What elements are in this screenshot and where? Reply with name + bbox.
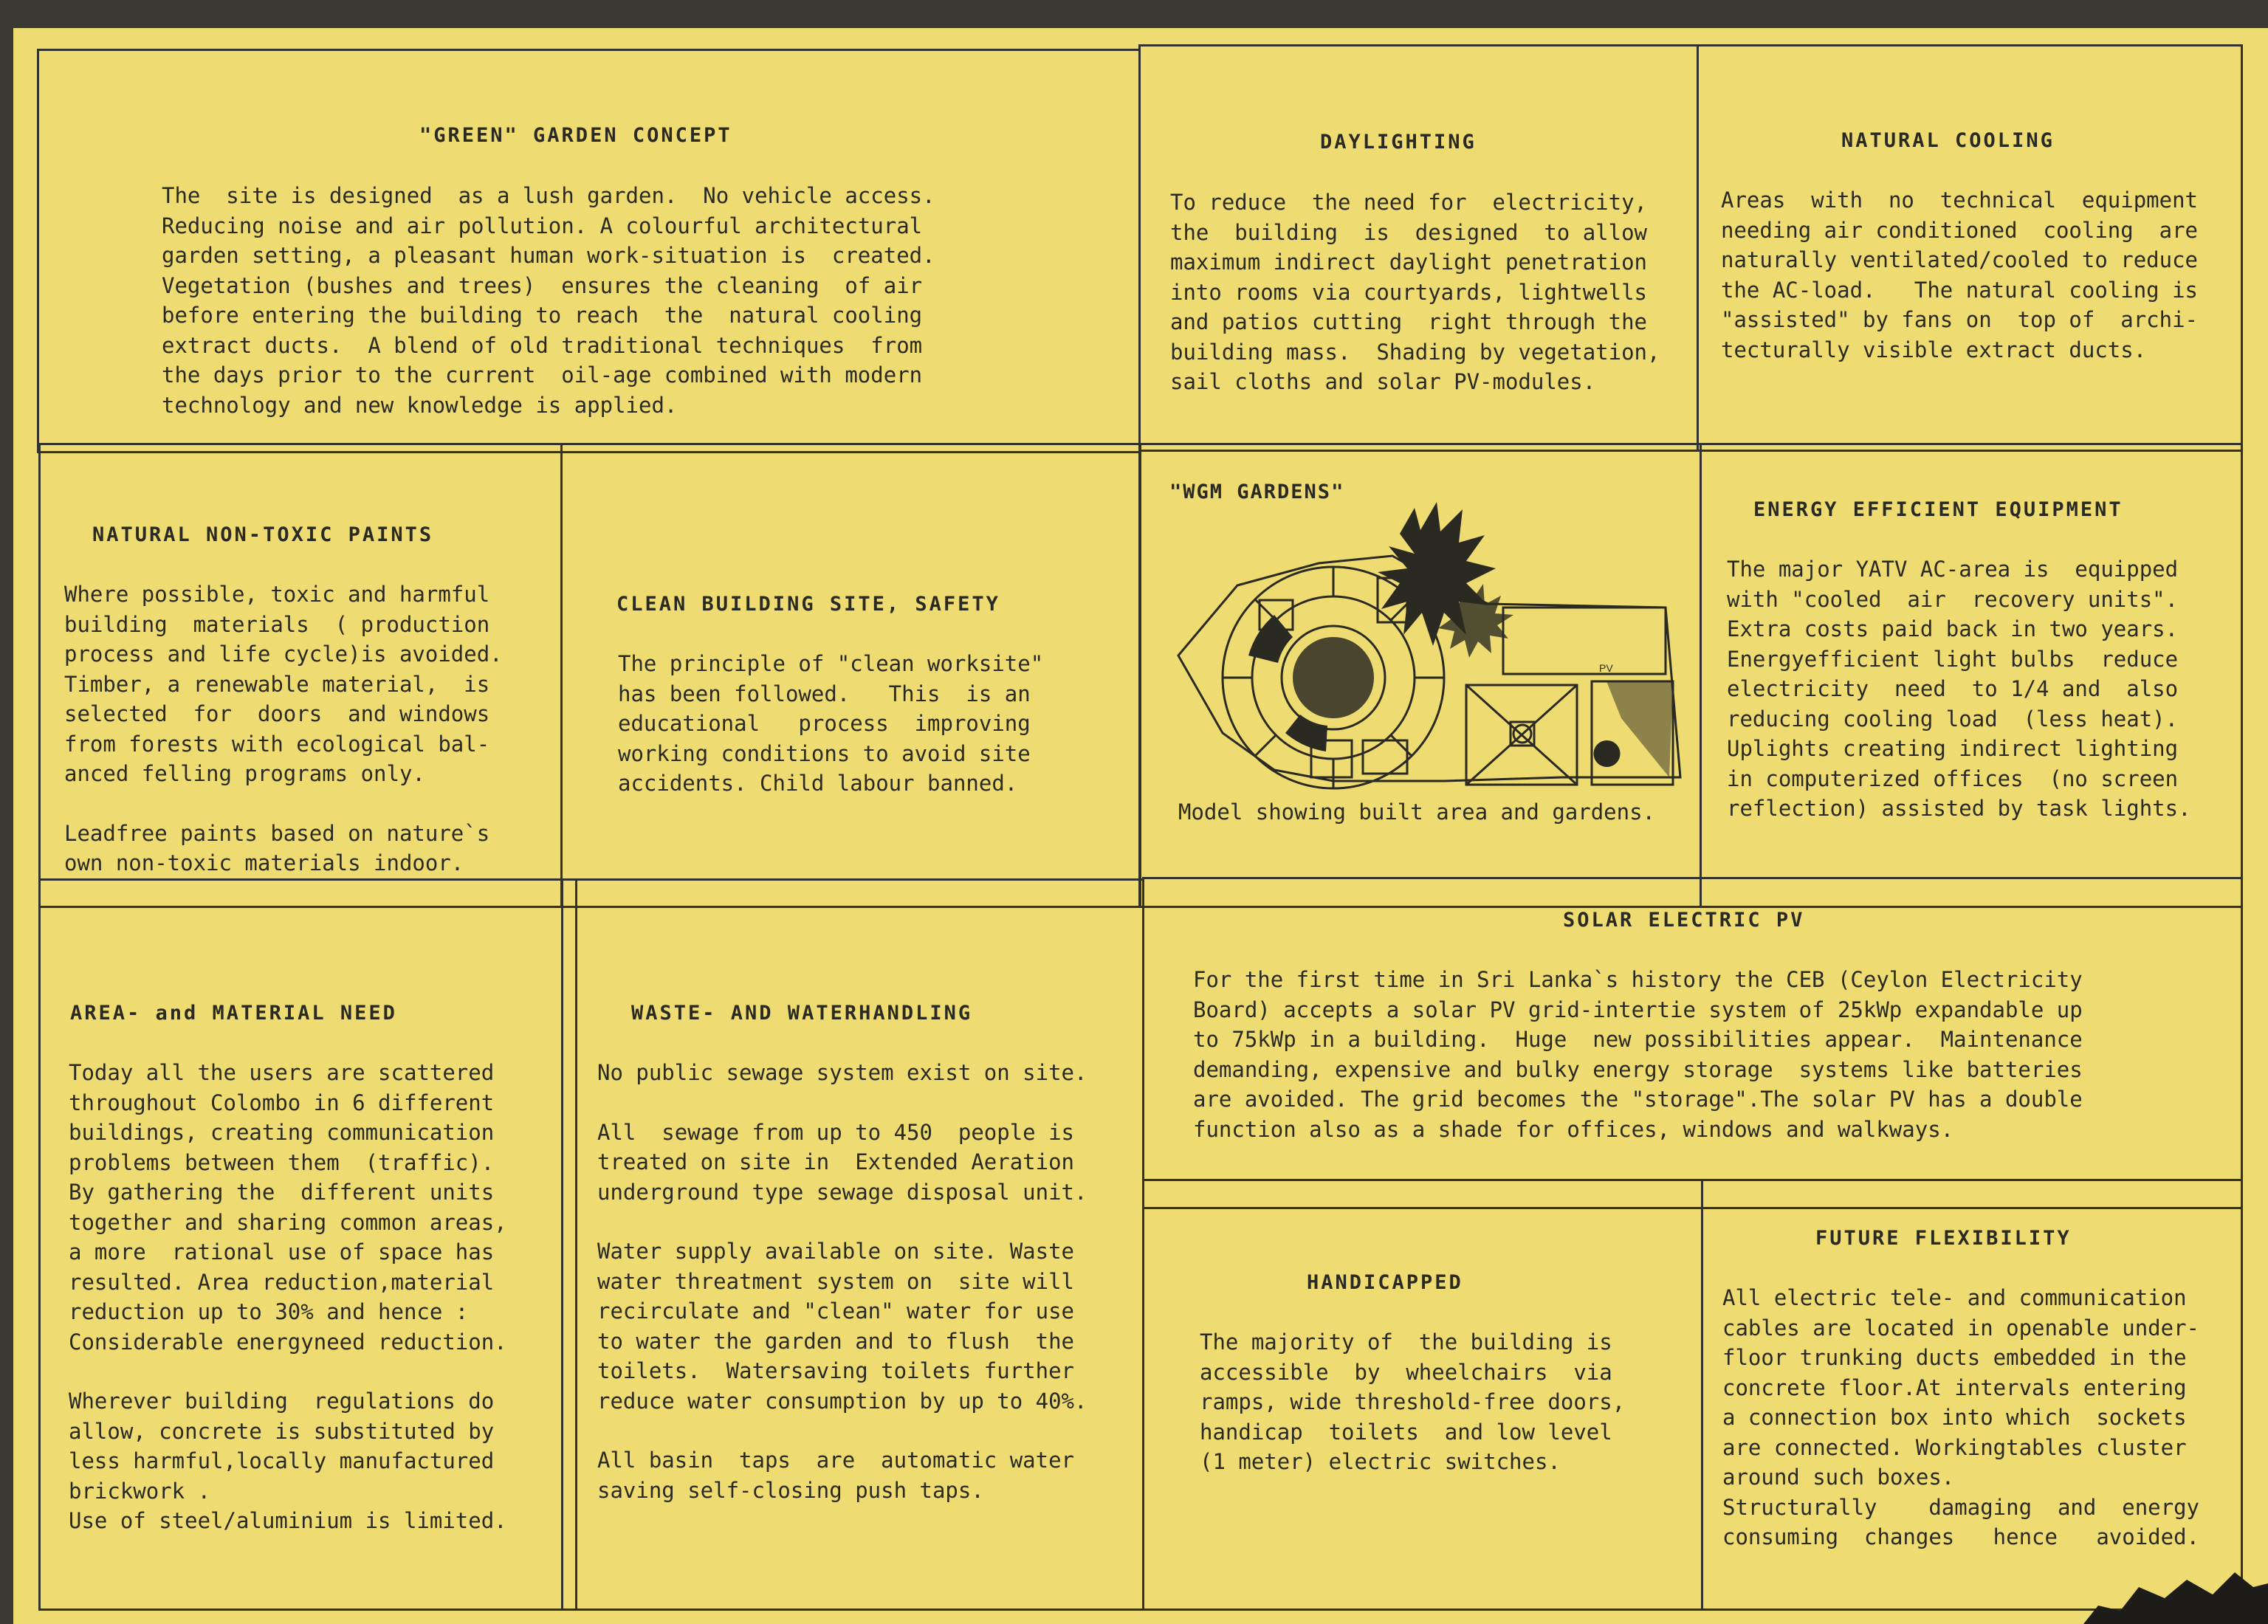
text-line: are avoided. The grid becomes the "storage".The solar PV has a double: [1193, 1087, 2083, 1112]
text-line: sail cloths and solar PV-modules.: [1170, 369, 1596, 394]
text-line: resulted. Area reduction,material: [69, 1269, 495, 1295]
text-line: Reducing noise and air pollution. A colourful architectural: [162, 213, 923, 238]
text-line: cables are located in openable under-: [1722, 1315, 2200, 1341]
text-line: demanding, expensive and bulky energy storage systems like batteries: [1193, 1056, 2083, 1082]
text-line: before entering the building to reach the natural cooling: [162, 303, 923, 328]
text-line: function also as a shade for offices, windows and walkways.: [1193, 1116, 1954, 1142]
text-line: into rooms via courtyards, lightwells: [1170, 279, 1648, 305]
text-line: By gathering the different units: [69, 1180, 495, 1205]
text-line: Where possible, toxic and harmful: [64, 582, 490, 607]
text-line: Water supply available on site. Waste: [597, 1239, 1075, 1264]
panel-text: [64, 579, 503, 878]
text-line: handicap toilets and low level: [1200, 1419, 1612, 1445]
text-line: building mass. Shading by vegetation,: [1170, 339, 1660, 365]
text-line: around such boxes.: [1722, 1465, 1955, 1490]
panel-title: SOLAR ELECTRIC PV: [1563, 909, 1805, 932]
panel-area-material: [38, 878, 577, 1611]
text-line: garden setting, a pleasant human work-situation is created.: [162, 243, 935, 268]
poster-sheet: [13, 28, 2268, 1624]
text-line: the building is designed to allow: [1170, 219, 1648, 245]
text-line: Extra costs paid back in two years.: [1727, 616, 2179, 641]
panel-text: [162, 181, 935, 420]
text-line: To reduce the need for electricity,: [1170, 190, 1648, 215]
panel-non-toxic-paints: [38, 443, 563, 908]
text-line: process and life cycle)is avoided.: [64, 641, 503, 667]
panel-daylighting: [1138, 44, 1699, 452]
panel-text: [1200, 1327, 1625, 1477]
panel-clean-site: [560, 443, 1141, 908]
building-model-sketch: [1149, 497, 1695, 807]
text-line: together and sharing common areas,: [69, 1209, 507, 1235]
panel-title: "GREEN" GARDEN CONCEPT: [419, 124, 732, 147]
text-line: reduce water consumption by up to 40%.: [597, 1388, 1087, 1414]
panel-title: NATURAL NON-TOXIC PAINTS: [92, 523, 434, 546]
text-line: problems between them (traffic).: [69, 1149, 495, 1175]
text-line: All sewage from up to 450 people is: [597, 1119, 1075, 1145]
text-line: working conditions to avoid site: [618, 740, 1031, 766]
text-line: Structurally damaging and energy: [1722, 1494, 2200, 1520]
text-line: electricity need to 1/4 and also: [1727, 676, 2179, 701]
panel-title: FUTURE FLEXIBILITY: [1815, 1227, 2072, 1250]
text-line: consuming changes hence avoided.: [1722, 1524, 2200, 1549]
pv-label: PV: [1599, 662, 1613, 674]
panel-text: [1727, 554, 2191, 824]
text-line: floor trunking ducts embedded in the: [1722, 1345, 2187, 1370]
panel-natural-cooling: [1697, 44, 2243, 452]
text-line: Uplights creating indirect lighting: [1727, 736, 2179, 761]
text-line: Vegetation (bushes and trees) ensures the cleaning of air: [162, 272, 923, 298]
text-line: treated on site in Extended Aeration: [597, 1149, 1075, 1174]
text-line: Wherever building regulations do: [69, 1389, 495, 1414]
text-line: Use of steel/aluminium is limited.: [69, 1508, 507, 1533]
panel-text: [1170, 187, 1660, 397]
panel-handicapped: [1142, 1179, 1703, 1611]
text-line: recirculate and "clean" water for use: [597, 1298, 1075, 1324]
panel-waste-water: [561, 878, 1144, 1611]
text-line: naturally ventilated/cooled to reduce: [1721, 247, 2199, 272]
text-line: the AC-load. The natural cooling is: [1721, 277, 2199, 303]
text-line: Considerable energyneed reduction.: [69, 1329, 507, 1355]
text-line: tecturally visible extract ducts.: [1721, 337, 2147, 362]
text-line: Timber, a renewable material, is: [64, 671, 490, 697]
panel-text: [1722, 1283, 2199, 1552]
text-line: throughout Colombo in 6 different: [69, 1090, 495, 1115]
panel-title: "WGM GARDENS": [1169, 481, 1345, 503]
text-line: the days prior to the current oil-age combined with modern: [162, 362, 923, 388]
text-line: All basin taps are automatic water: [597, 1448, 1075, 1473]
panel-text: [1721, 185, 2198, 365]
panel-green-garden: [37, 49, 1141, 453]
text-line: reducing cooling load (less heat).: [1727, 706, 2179, 732]
text-line: toilets. Watersaving toilets further: [597, 1358, 1075, 1383]
text-line: Today all the users are scattered: [69, 1060, 495, 1085]
panel-text: [1193, 965, 2083, 1144]
text-line: concrete floor.At intervals entering: [1722, 1374, 2187, 1400]
text-line: The site is designed as a lush garden. No vehicle access.: [162, 183, 935, 208]
panel-title: ENERGY EFFICIENT EQUIPMENT: [1753, 498, 2123, 521]
text-line: from forests with ecological bal-: [64, 731, 490, 757]
text-line: reflection) assisted by task lights.: [1727, 796, 2191, 821]
text-line: extract ducts. A blend of old traditional techniques from: [162, 332, 923, 358]
text-line: "assisted" by fans on top of archi-: [1721, 307, 2199, 332]
panel-text: [618, 649, 1043, 799]
text-line: Energyefficient light bulbs reduce: [1727, 646, 2179, 672]
text-line: No public sewage system exist on site.: [597, 1060, 1087, 1085]
text-line: saving self-closing push taps.: [597, 1477, 984, 1503]
text-line: has been followed. This is an: [618, 681, 1031, 706]
text-line: less harmful,locally manufactured: [69, 1448, 495, 1473]
text-line: maximum indirect daylight penetration: [1170, 250, 1648, 275]
text-line: brickwork .: [69, 1478, 211, 1504]
text-line: selected for doors and windows: [64, 701, 490, 726]
panel-title: AREA- and MATERIAL NEED: [70, 1002, 397, 1025]
text-line: Areas with no technical equipment: [1721, 187, 2199, 213]
text-line: underground type sewage disposal unit.: [597, 1179, 1087, 1205]
text-line: allow, concrete is substituted by: [69, 1418, 495, 1444]
text-line: Board) accepts a solar PV grid-intertie system of 25kWp expandable up: [1193, 997, 2083, 1022]
text-line: water threatment system on site will: [597, 1268, 1075, 1294]
text-line: to water the garden and to flush the: [597, 1328, 1075, 1354]
text-line: a more rational use of space has: [69, 1239, 495, 1265]
text-line: building materials ( production: [64, 611, 490, 637]
text-line: accidents. Child labour banned.: [618, 771, 1018, 796]
text-line: accessible by wheelchairs via: [1200, 1359, 1612, 1385]
text-line: ramps, wide threshold-free doors,: [1200, 1389, 1626, 1414]
text-line: (1 meter) electric switches.: [1200, 1449, 1561, 1474]
panel-title: DAYLIGHTING: [1320, 131, 1477, 154]
text-line: anced felling programs only.: [64, 761, 425, 786]
panel-title: WASTE- AND WATERHANDLING: [631, 1002, 973, 1025]
text-line: reduction up to 30% and hence :: [69, 1299, 469, 1324]
text-line: are connected. Workingtables cluster: [1722, 1434, 2187, 1460]
panel-title: NATURAL COOLING: [1841, 129, 2055, 152]
panel-title: HANDICAPPED: [1307, 1271, 1463, 1294]
text-line: For the first time in Sri Lanka`s history the CEB (Ceylon Electricity: [1193, 967, 2083, 992]
panel-future-flexibility: [1701, 1179, 2243, 1611]
text-line: Leadfree paints based on nature`s: [64, 820, 490, 846]
text-line: educational process improving: [618, 711, 1031, 736]
text-line: a connection box into which sockets: [1722, 1405, 2187, 1430]
text-line: buildings, creating communication: [69, 1120, 495, 1145]
panel-text: [69, 1058, 507, 1536]
panel-energy-equipment: [1700, 443, 2243, 908]
panel-solar-pv: [1142, 877, 2243, 1209]
text-line: technology and new knowledge is applied.: [162, 392, 678, 418]
text-line: and patios cutting right through the: [1170, 309, 1648, 334]
text-line: The major YATV AC-area is equipped: [1727, 557, 2179, 582]
text-line: with "cooled air recovery units".: [1727, 586, 2179, 612]
text-line: needing air conditioned cooling are: [1721, 217, 2199, 243]
text-line: in computerized offices (no screen: [1727, 765, 2179, 791]
text-line: All electric tele- and communication: [1722, 1285, 2187, 1310]
torn-corner-shape: [2083, 1565, 2268, 1624]
text-line: own non-toxic materials indoor.: [64, 850, 464, 875]
panel-text: [597, 1058, 1087, 1505]
text-line: The principle of "clean worksite": [618, 651, 1044, 676]
text-line: to 75kWp in a building. Huge new possibilities appear. Maintenance: [1193, 1027, 2083, 1052]
panel-wgm-gardens: [1139, 443, 1702, 908]
text-line: The majority of the building is: [1200, 1329, 1612, 1355]
figure-caption: Model showing built area and gardens.: [1178, 799, 1656, 825]
panel-title: CLEAN BUILDING SITE, SAFETY: [616, 593, 1000, 616]
